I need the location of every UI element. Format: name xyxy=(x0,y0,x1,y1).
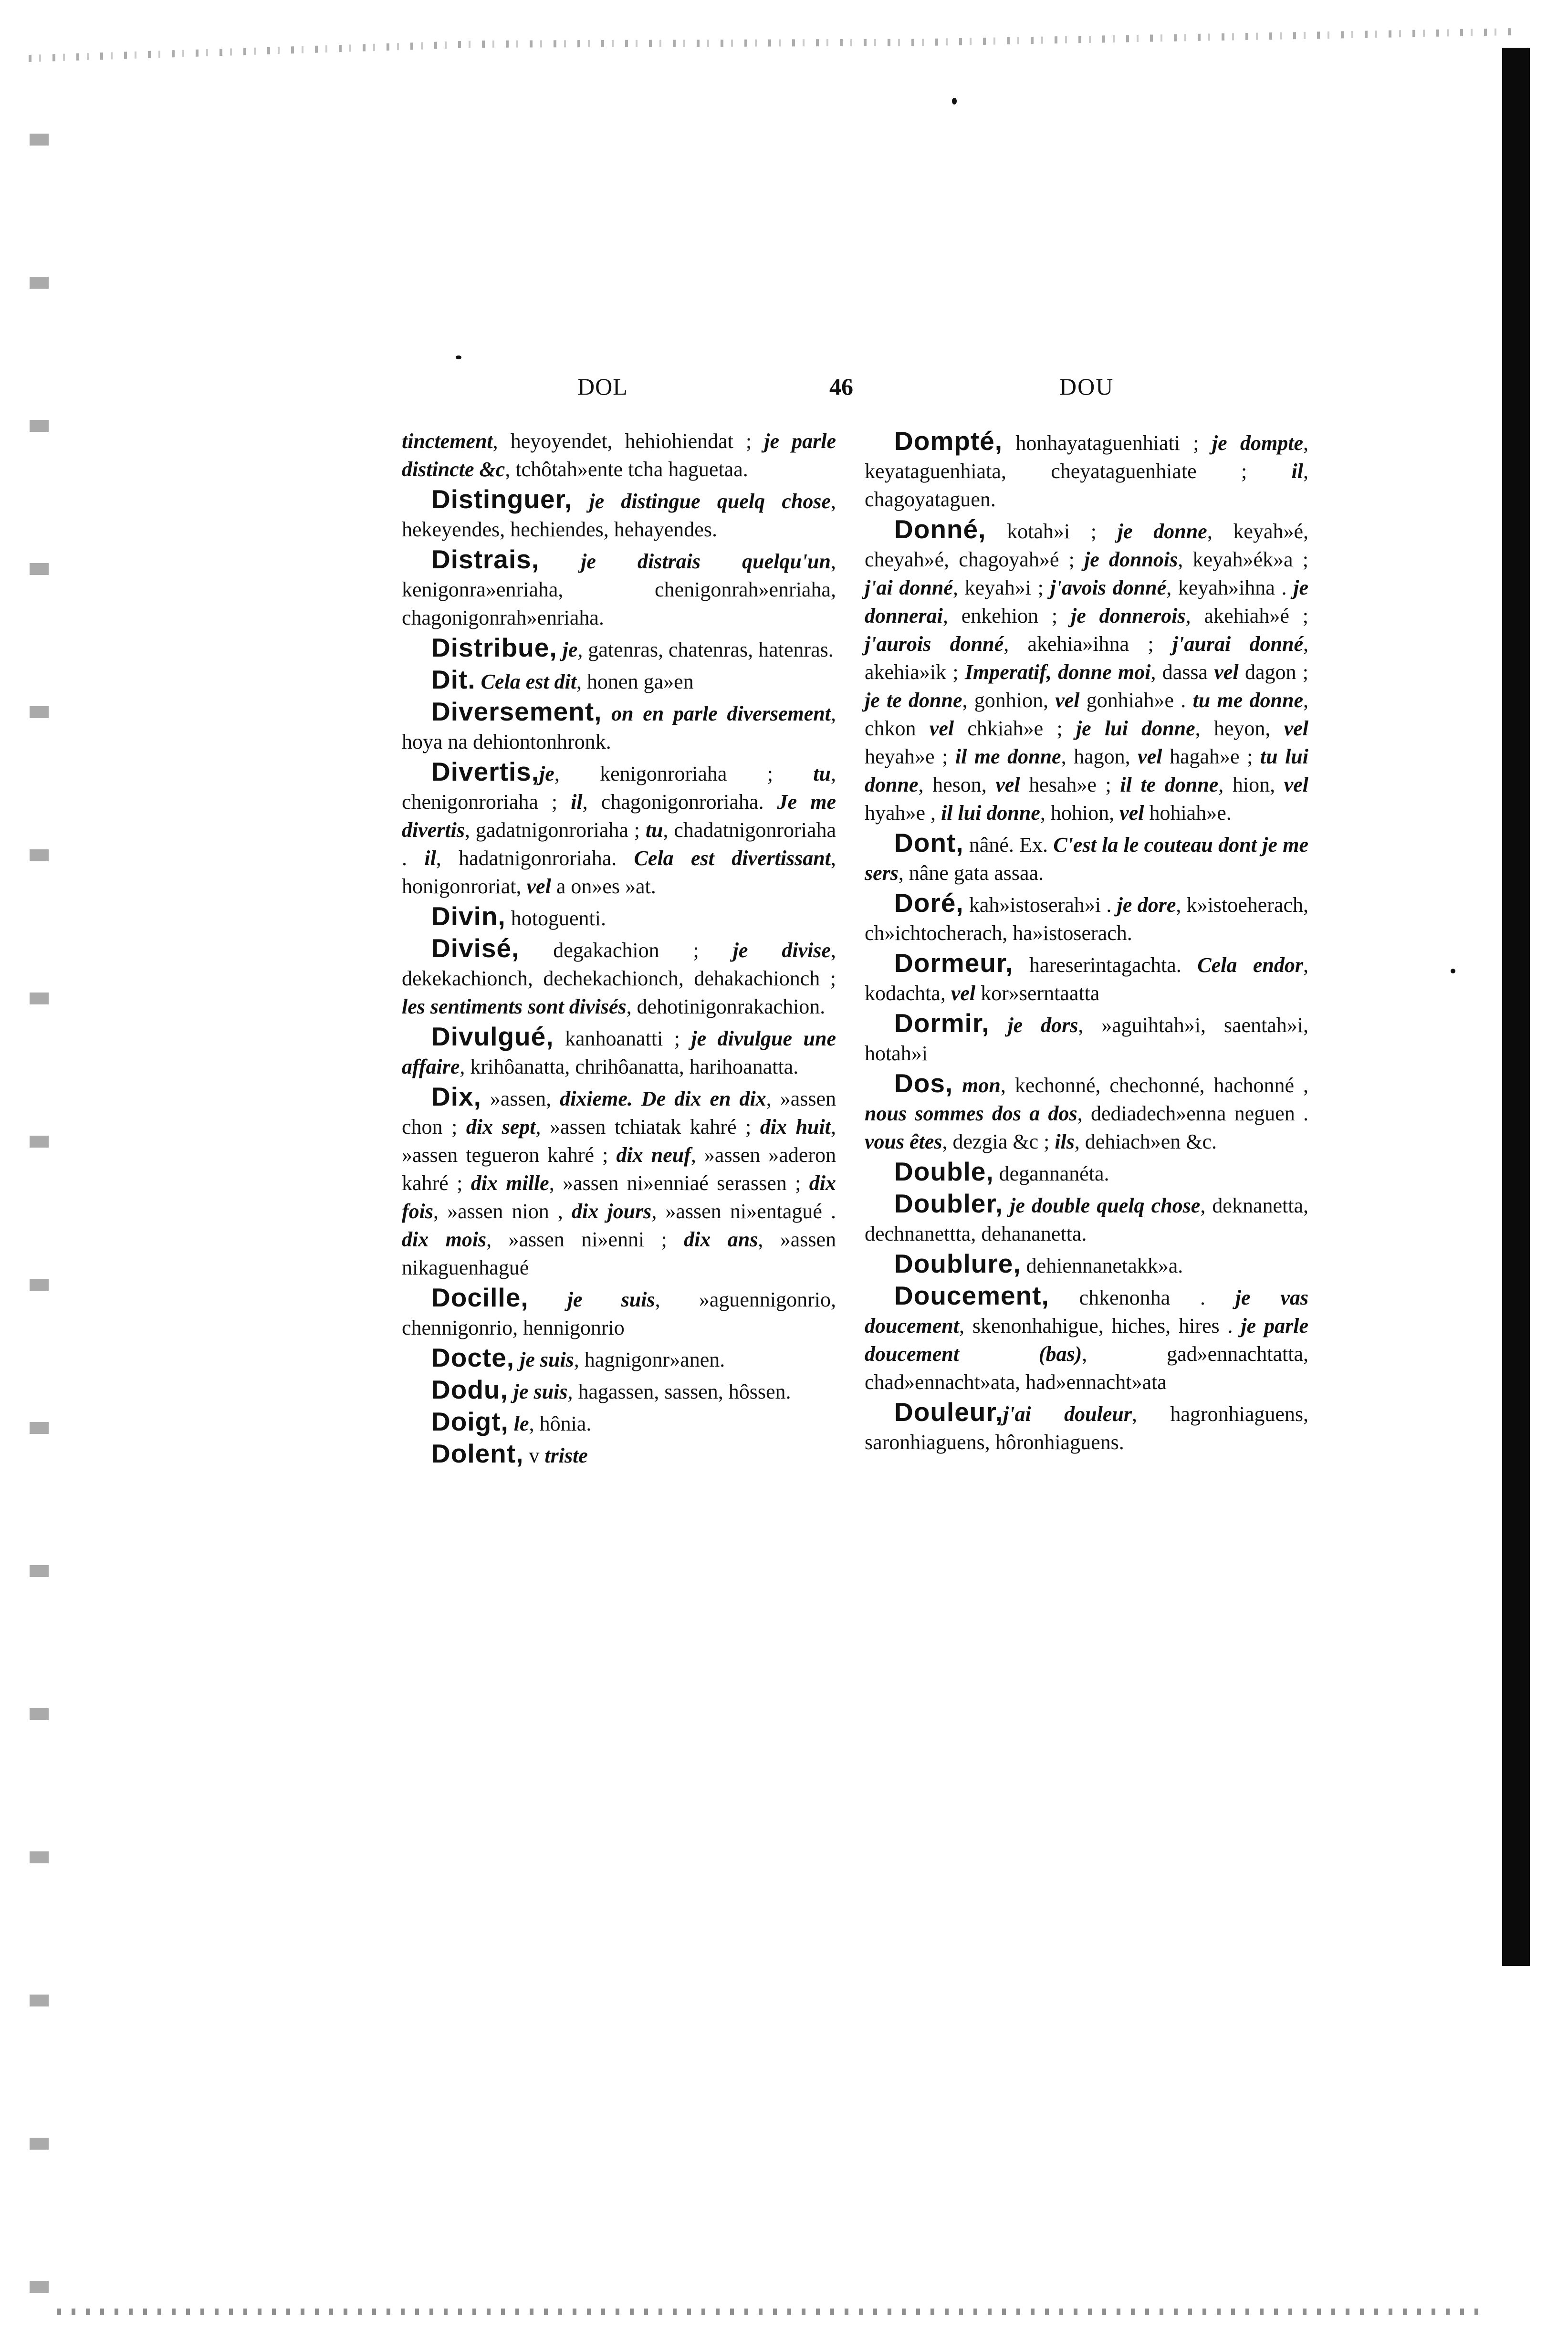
french-gloss: dix sept xyxy=(466,1115,536,1139)
ink-speck xyxy=(456,355,461,359)
dictionary-entry xyxy=(402,1284,836,1342)
french-gloss: vel xyxy=(1284,717,1308,740)
ink-speck xyxy=(1451,969,1455,973)
dictionary-entry xyxy=(865,1009,1308,1067)
french-gloss: tu xyxy=(645,818,663,842)
definition-text: , gad»ennachtatta, chad»ennacht»ata, had»ennacht»ata xyxy=(865,1342,1308,1394)
definition-text: , dehiach»en &c. xyxy=(1074,1130,1217,1153)
french-gloss: vel xyxy=(951,982,976,1005)
definition-text xyxy=(1003,1194,1010,1217)
french-gloss: dix mois xyxy=(402,1228,487,1251)
french-gloss: il te donne xyxy=(1120,773,1219,796)
definition-text: , hônia. xyxy=(529,1412,592,1435)
french-gloss: C'est la le couteau dont je me sers xyxy=(865,833,1309,885)
french-gloss: je xyxy=(539,762,554,785)
french-gloss: je suis xyxy=(520,1348,574,1371)
definition-text: , hagnigonr»anen. xyxy=(574,1348,725,1371)
definition-text: , »assen nion , xyxy=(433,1200,572,1223)
definition-text xyxy=(953,1074,962,1097)
definition-text: kor»serntaatta xyxy=(975,982,1100,1005)
definition-text: , akehia»ik ; xyxy=(865,632,1308,684)
definition-text: , chadatnigonroriaha . xyxy=(402,818,836,870)
entry-headword: Dormir, xyxy=(894,1008,990,1038)
definition-text: , hion, xyxy=(1218,773,1284,796)
french-gloss: il xyxy=(424,846,436,870)
definition-text: , »assen chon ; xyxy=(402,1087,836,1139)
entry-headword: Doré, xyxy=(894,888,964,918)
definition-text xyxy=(509,1412,514,1435)
entry-headword: Doublure, xyxy=(894,1249,1021,1278)
dictionary-entry xyxy=(402,666,836,696)
french-gloss: je distrais quelqu'un xyxy=(581,550,831,573)
entry-headword: Distrais, xyxy=(431,544,540,574)
french-gloss: je te donne xyxy=(865,689,962,712)
definition-text: , hagon, xyxy=(1061,745,1138,768)
french-gloss: je xyxy=(562,638,578,661)
definition-text: degakachion ; xyxy=(519,939,733,962)
entry-headword: Doucement, xyxy=(894,1281,1049,1310)
dictionary-entry xyxy=(402,1023,836,1081)
entry-headword: Double, xyxy=(894,1157,994,1186)
entry-headword: Docille, xyxy=(431,1283,529,1312)
french-gloss: le xyxy=(513,1412,529,1435)
definition-text: , chkon xyxy=(865,689,1308,740)
french-gloss: Cela est divertissant xyxy=(634,846,831,870)
definition-text: , heson, xyxy=(918,773,996,796)
entry-headword: Docte, xyxy=(431,1343,515,1372)
definition-text xyxy=(508,1380,513,1403)
dictionary-entry xyxy=(402,545,836,632)
entry-headword: Distinguer, xyxy=(431,484,573,514)
definition-text: , kenigonra»enriaha, chenigonrah»enriaha, chagonigonrah»enriaha. xyxy=(402,550,836,629)
definition-text xyxy=(514,1348,520,1371)
definition-text: , dassa xyxy=(1150,660,1214,684)
french-gloss: il lui donne xyxy=(941,801,1040,825)
entry-headword: Dos, xyxy=(894,1068,953,1098)
dictionary-entry xyxy=(402,427,836,483)
entry-headword: Divulgué, xyxy=(431,1022,554,1051)
definition-text: , »assen ni»enniaé serassen ; xyxy=(549,1171,809,1195)
dictionary-entry xyxy=(865,1250,1308,1280)
french-gloss: vel xyxy=(995,773,1020,796)
french-gloss: je dompte xyxy=(1212,431,1303,455)
definition-text: , gonhion, xyxy=(962,689,1056,712)
definition-text xyxy=(990,1013,1008,1037)
definition-text xyxy=(476,670,481,693)
definition-text: heyah»e ; xyxy=(865,745,955,768)
definition-text: , honigonroriat, xyxy=(402,846,836,898)
definition-text: , enkehion ; xyxy=(942,604,1071,627)
french-gloss: je suis xyxy=(513,1380,568,1403)
scan-binding-shadow xyxy=(1502,48,1530,1966)
dictionary-entry xyxy=(402,1440,836,1470)
definition-text: hyah»e , xyxy=(865,801,941,825)
dictionary-entry xyxy=(865,427,1308,513)
entry-headword: Divertis, xyxy=(431,757,540,786)
definition-text: , »aguennigonrio, chennigonrio, hennigonrio xyxy=(402,1288,836,1339)
french-gloss: je donnerois xyxy=(1071,604,1186,627)
dictionary-entry xyxy=(865,515,1308,827)
dictionary-entry xyxy=(865,1282,1308,1396)
definition-text: , keyataguenhiata, cheyataguenhiate ; xyxy=(865,431,1308,483)
definition-text: , heyon, xyxy=(1195,717,1284,740)
entry-headword: Donné, xyxy=(894,514,986,544)
definition-text: , keyah»ihna . xyxy=(1166,576,1294,599)
definition-text: hesah»e ; xyxy=(1020,773,1120,796)
french-gloss: mon xyxy=(962,1074,1001,1097)
definition-text: , gatenras, chatenras, hatenras. xyxy=(577,638,834,661)
definition-text: »assen, xyxy=(481,1087,560,1110)
definition-text: kah»istoserah»i . xyxy=(963,893,1117,917)
definition-text: , honen ga»en xyxy=(576,670,694,693)
french-gloss: dix jours xyxy=(572,1200,652,1223)
dictionary-entry xyxy=(402,634,836,664)
dictionary-entry xyxy=(402,1083,836,1282)
definition-text: , gadatnigonroriaha ; xyxy=(464,818,646,842)
definition-text: , »assen »aderon kahré ; xyxy=(402,1143,836,1195)
french-gloss: je divulgue une affaire xyxy=(402,1027,836,1078)
definition-text: , chagonigonroriaha. xyxy=(582,790,777,814)
french-gloss: vel xyxy=(1214,660,1239,684)
french-gloss: nous sommes dos a dos xyxy=(865,1102,1077,1125)
french-gloss: donne moi xyxy=(1058,660,1151,684)
french-gloss: dix fois xyxy=(402,1171,836,1223)
entry-headword: Doigt, xyxy=(431,1407,509,1436)
dictionary-entry xyxy=(402,758,836,900)
definition-text: a on»es »at. xyxy=(551,875,656,898)
definition-text: honhayataguenhiati ; xyxy=(1003,431,1212,455)
definition-text: , hagronhiaguens, saronhiaguens, hôronhiaguens. xyxy=(865,1402,1308,1454)
french-gloss: Cela est dit xyxy=(481,670,577,693)
dictionary-entry xyxy=(865,949,1308,1007)
definition-text: , »aguihtah»i, saentah»i, hotah»i xyxy=(865,1013,1309,1065)
french-gloss: vel xyxy=(929,717,954,740)
dictionary-entry xyxy=(865,889,1308,947)
definition-text: , chagoyataguen. xyxy=(865,460,1308,511)
entry-headword: Dodu, xyxy=(431,1375,508,1404)
dictionary-entry xyxy=(865,829,1308,887)
french-gloss: les sentiments sont divisés xyxy=(402,995,627,1018)
definition-text: , kenigonroriaha ; xyxy=(554,762,814,785)
definition-text: , »assen nikaguenhagué xyxy=(402,1228,836,1279)
french-gloss: Je me divertis xyxy=(402,790,836,842)
entry-headword: Dolent, xyxy=(431,1439,524,1468)
french-gloss: je vas doucement xyxy=(865,1286,1309,1337)
running-head-left: DOL xyxy=(577,373,628,400)
french-gloss: j'avois donné xyxy=(1050,576,1167,599)
definition-text: , hoya na dehiontonhronk. xyxy=(402,702,836,753)
french-gloss: j'aurai donné xyxy=(1172,632,1303,656)
definition-text: , deknanetta, dechnanettta, dehananetta. xyxy=(865,1194,1309,1245)
definition-text: , tchôtah»ente tcha haguetaa. xyxy=(505,458,748,481)
french-gloss: je parle distincte &c xyxy=(402,429,836,481)
french-gloss: tu me donne xyxy=(1192,689,1303,712)
french-gloss: De dix en dix xyxy=(641,1087,766,1110)
definition-text: , krihôanatta, chrihôanatta, harihoanatta. xyxy=(460,1055,799,1078)
definition-text: , »assen ni»enni ; xyxy=(486,1228,684,1251)
french-gloss: tu lui donne xyxy=(865,745,1308,796)
definition-text: hareserintagachta. xyxy=(1013,953,1198,977)
definition-text xyxy=(539,550,581,573)
french-gloss: j'ai donné xyxy=(865,576,953,599)
definition-text: , dediadech»enna neguen . xyxy=(1077,1102,1308,1125)
entry-headword: Dompté, xyxy=(894,426,1003,456)
french-gloss: triste xyxy=(544,1444,588,1467)
definition-text: chkenonha . xyxy=(1049,1286,1235,1309)
french-gloss: je donnerai xyxy=(865,576,1308,627)
dictionary-entry xyxy=(402,1408,836,1438)
definition-text: kanhoanatti ; xyxy=(554,1027,691,1050)
definition-text: , dezgia &c ; xyxy=(942,1130,1055,1153)
french-gloss: je double quelq chose xyxy=(1010,1194,1201,1217)
french-gloss: je lui donne xyxy=(1076,717,1195,740)
definition-text: , akehiah»é ; xyxy=(1185,604,1308,627)
definition-text: degannanéta. xyxy=(993,1162,1109,1185)
entry-headword: Diversement, xyxy=(431,697,602,726)
definition-text xyxy=(602,702,611,725)
dictionary-entry xyxy=(865,1190,1308,1248)
french-gloss: je parle doucement (bas) xyxy=(865,1314,1309,1366)
entry-headword: Dont, xyxy=(894,828,964,857)
definition-text: , hohion, xyxy=(1040,801,1120,825)
definition-text: , kechonné, chechonné, hachonné , xyxy=(1000,1074,1309,1097)
ink-speck xyxy=(952,98,957,104)
dictionary-entry xyxy=(402,1344,836,1374)
definition-text: , dekekachionch, dechekachionch, dehakachionch ; xyxy=(402,939,836,990)
french-gloss: je donne xyxy=(1117,520,1207,543)
definition-text: , keyah»é, cheyah»é, chagoyah»é ; xyxy=(865,520,1309,571)
definition-text: , nâne gata assaa. xyxy=(898,861,1044,885)
dictionary-entry xyxy=(402,1376,836,1406)
definition-text: , kodachta, xyxy=(865,953,1308,1005)
french-gloss: je dore xyxy=(1117,893,1176,917)
scan-left-margin-marks xyxy=(30,67,49,2309)
right-column xyxy=(865,427,1308,1458)
definition-text: dehiennanetakk»a. xyxy=(1021,1254,1183,1277)
definition-text: , »assen tchiatak kahré ; xyxy=(535,1115,760,1139)
french-gloss: j'ai douleur xyxy=(1003,1402,1132,1426)
french-gloss: vel xyxy=(1138,745,1162,768)
entry-headword: Dix, xyxy=(431,1082,481,1111)
entry-headword: Dit. xyxy=(431,665,476,694)
definition-text: kotah»i ; xyxy=(986,520,1118,543)
french-gloss: dix mille xyxy=(470,1171,549,1195)
entry-headword: Divin, xyxy=(431,901,506,931)
french-gloss: vel xyxy=(526,875,551,898)
definition-text xyxy=(1052,660,1058,684)
definition-text: gonhiah»e . xyxy=(1079,689,1193,712)
definition-text: nâné. Ex. xyxy=(963,833,1054,857)
definition-text: v xyxy=(523,1444,545,1467)
definition-text: hagah»e ; xyxy=(1162,745,1260,768)
definition-text: , hagassen, sassen, hôssen. xyxy=(567,1380,791,1403)
dictionary-entry xyxy=(402,934,836,1021)
entry-headword: Divisé, xyxy=(431,933,520,963)
dictionary-entry xyxy=(865,1398,1308,1456)
definition-text: , dehotinigonrakachion. xyxy=(626,995,826,1018)
definition-text xyxy=(529,1288,567,1311)
french-gloss: je suis xyxy=(567,1288,655,1311)
dictionary-entry xyxy=(402,698,836,756)
page-number: 46 xyxy=(829,373,853,400)
french-gloss: Cela endor xyxy=(1197,953,1303,977)
left-column xyxy=(402,427,836,1472)
french-gloss: vous êtes xyxy=(865,1130,942,1153)
entry-headword: Distribue, xyxy=(431,633,557,662)
definition-text: , »assen ni»entagué . xyxy=(651,1200,836,1223)
definition-text xyxy=(633,1087,641,1110)
definition-text: , keyah»ék»a ; xyxy=(1178,548,1308,571)
definition-text: dagon ; xyxy=(1238,660,1308,684)
scan-edge-noise xyxy=(29,26,1517,62)
dictionary-entry xyxy=(402,902,836,932)
entry-headword: Doubler, xyxy=(894,1189,1004,1218)
definition-text: , keyah»i ; xyxy=(952,576,1050,599)
dictionary-entry xyxy=(865,1158,1308,1188)
french-gloss: Imperatif, xyxy=(964,660,1052,684)
french-gloss: dix ans xyxy=(684,1228,758,1251)
definition-text xyxy=(572,490,589,513)
definition-text: hotoguenti. xyxy=(505,907,606,930)
french-gloss: dix huit xyxy=(760,1115,831,1139)
definition-text: , »assen tegueron kahré ; xyxy=(402,1115,836,1167)
definition-text: , akehia»ihna ; xyxy=(1004,632,1172,656)
definition-text: , hekeyendes, hechiendes, hehayendes. xyxy=(402,490,836,541)
french-gloss: tu xyxy=(813,762,831,785)
french-gloss: il me donne xyxy=(955,745,1061,768)
french-gloss: j'aurois donné xyxy=(865,632,1004,656)
french-gloss: il xyxy=(1291,460,1303,483)
running-head-right: DOU xyxy=(1059,373,1114,400)
french-gloss: vel xyxy=(1055,689,1080,712)
french-gloss: je dors xyxy=(1007,1013,1078,1037)
definition-text: , hadatnigonroriaha. xyxy=(436,846,634,870)
definition-text: chkiah»e ; xyxy=(954,717,1076,740)
definition-text: , skenonhahigue, hiches, hires . xyxy=(959,1314,1241,1337)
french-gloss: je donnois xyxy=(1084,548,1178,571)
dictionary-entry xyxy=(402,485,836,543)
definition-text xyxy=(557,638,563,661)
french-gloss: dix neuf xyxy=(616,1143,691,1167)
french-gloss: tinctement xyxy=(402,429,493,453)
definition-text: , k»istoeherach, ch»ichtocherach, ha»istoserach. xyxy=(865,893,1308,945)
french-gloss: ils xyxy=(1055,1130,1075,1153)
dictionary-entry xyxy=(865,1069,1308,1156)
french-gloss: vel xyxy=(1284,773,1309,796)
scan-bottom-noise xyxy=(57,2309,1489,2315)
french-gloss: je divise xyxy=(732,939,831,962)
french-gloss: on en parle diversement xyxy=(611,702,831,725)
entry-headword: Douleur, xyxy=(894,1397,1004,1427)
definition-text: , chenigonroriaha ; xyxy=(402,762,836,814)
french-gloss: vel xyxy=(1119,801,1144,825)
definition-text: hohiah»e. xyxy=(1144,801,1232,825)
entry-headword: Dormeur, xyxy=(894,948,1014,978)
definition-text: , heyoyendet, hehiohiendat ; xyxy=(492,429,764,453)
french-gloss: je distingue quelq chose xyxy=(589,490,831,513)
french-gloss: dixieme. xyxy=(560,1087,633,1110)
french-gloss: il xyxy=(571,790,583,814)
